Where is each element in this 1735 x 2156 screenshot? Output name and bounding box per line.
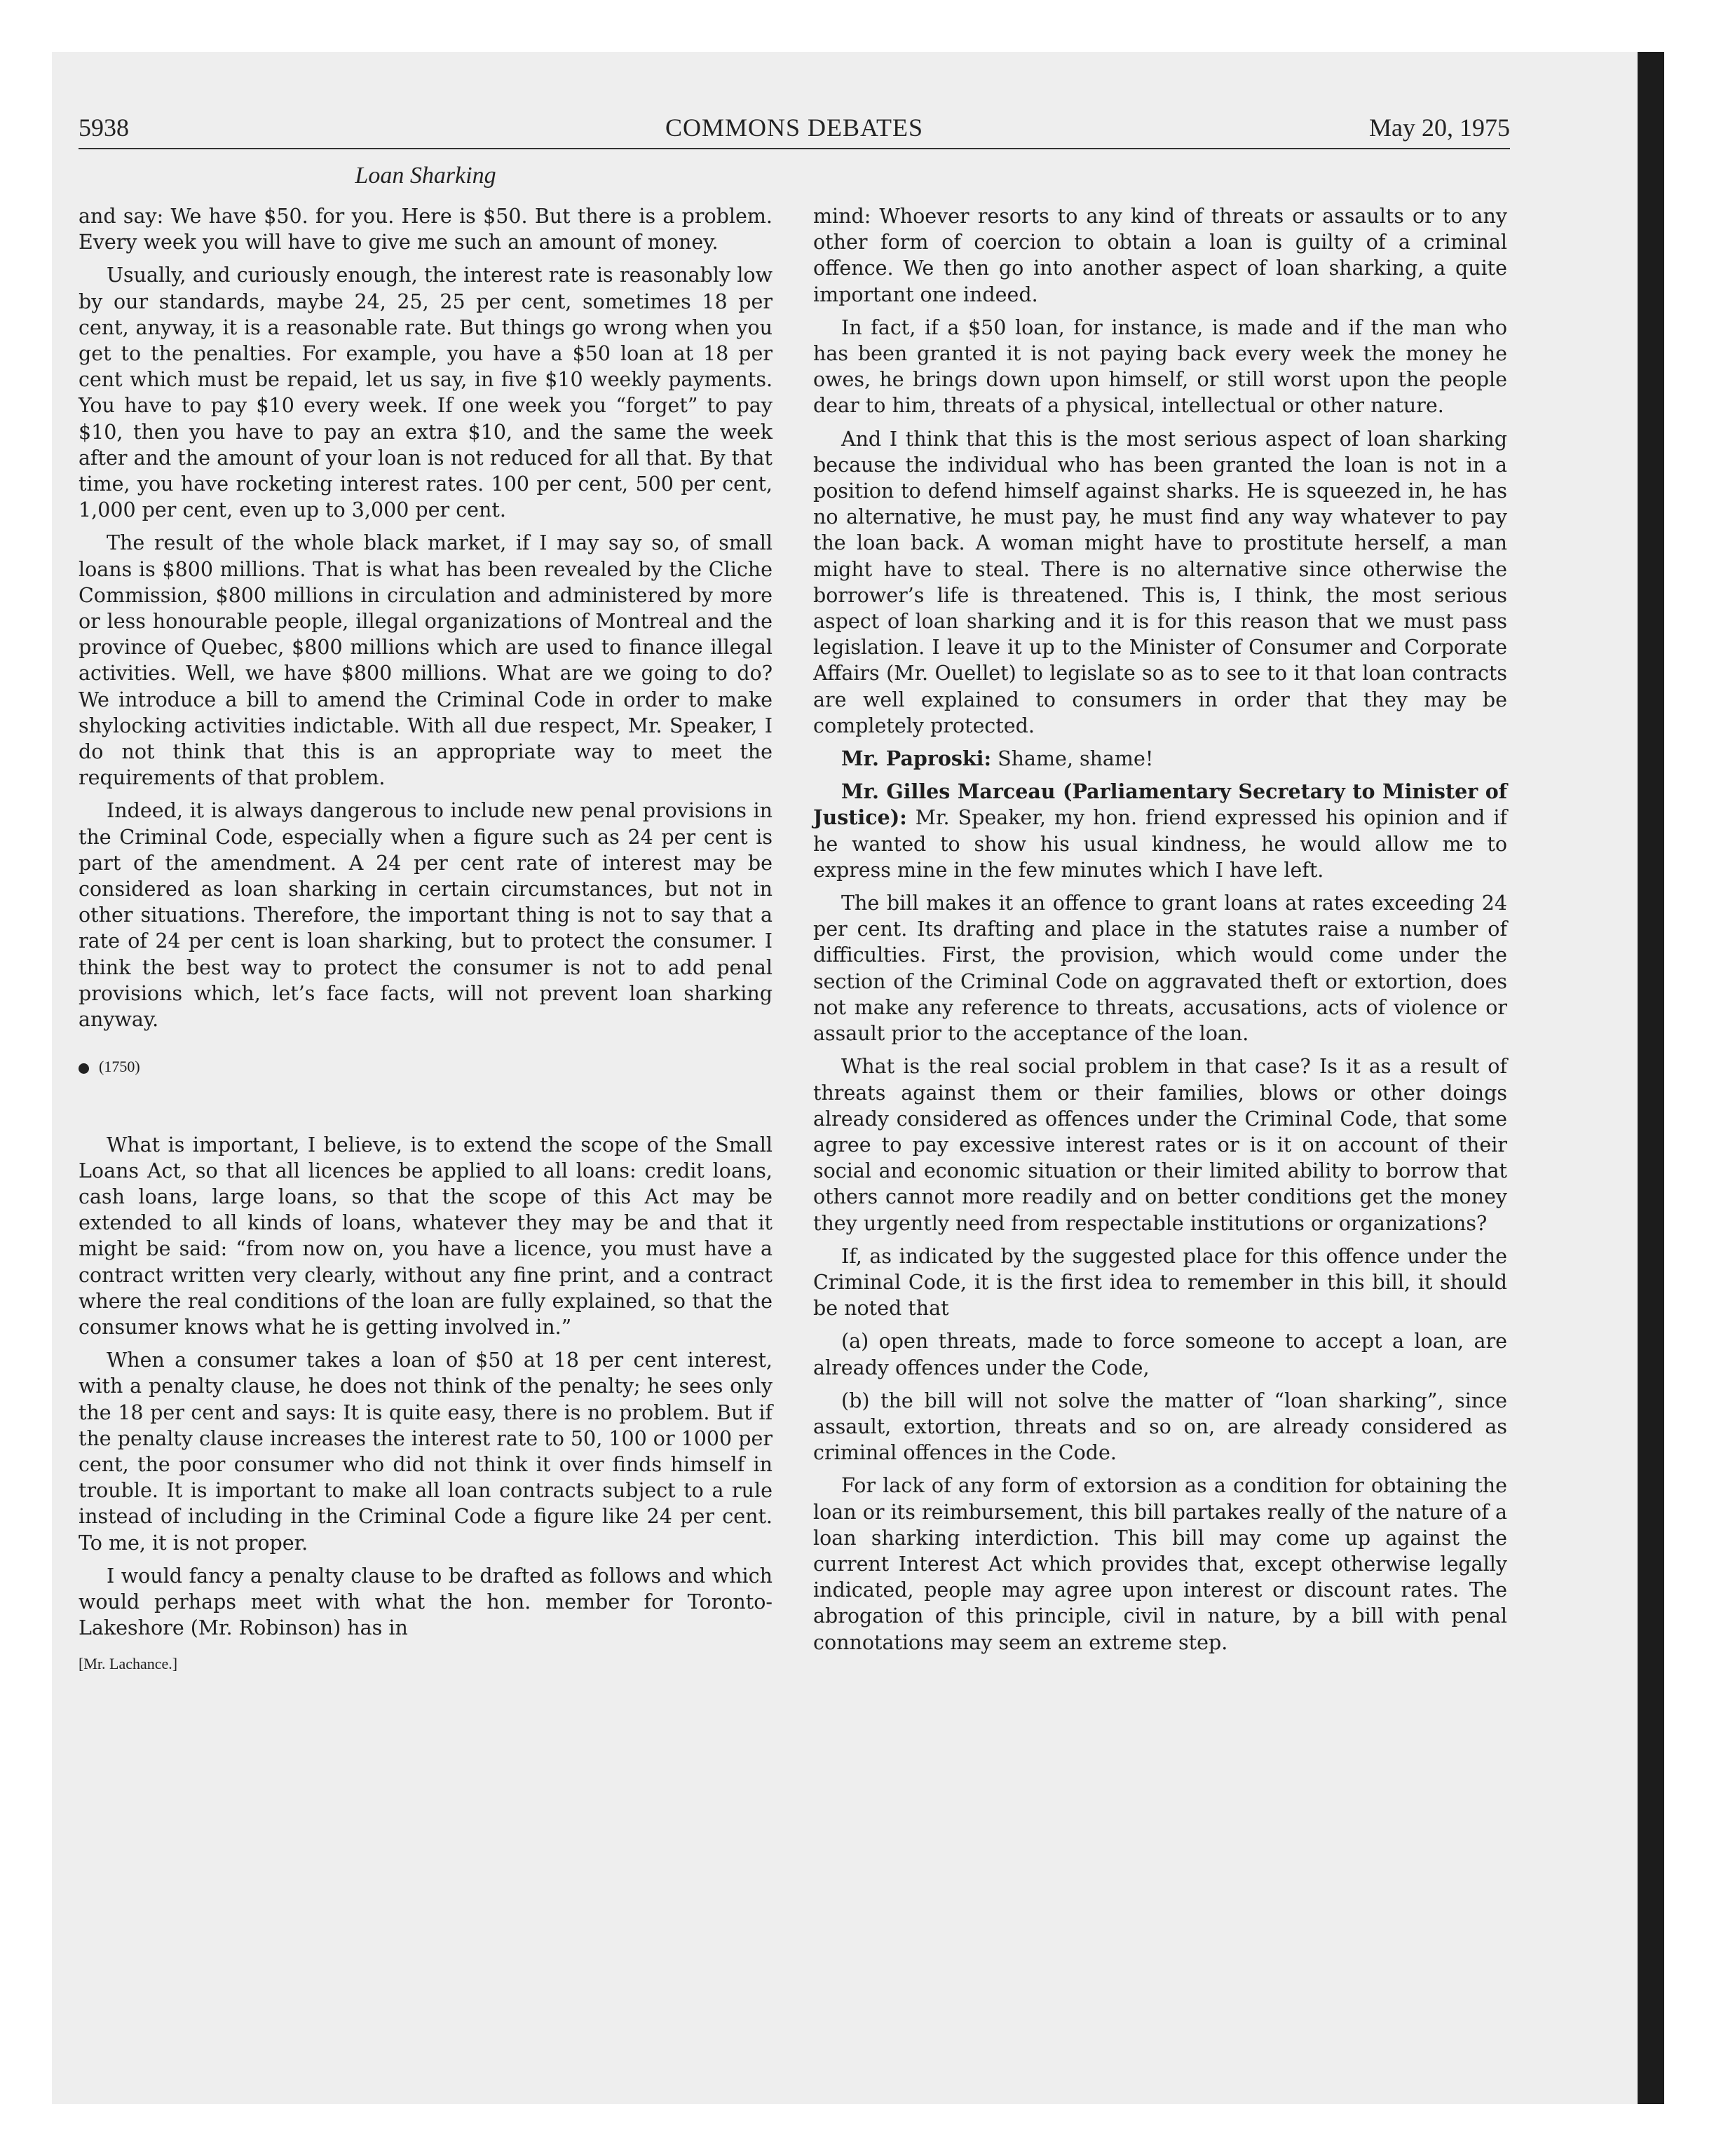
left-column	[79, 203, 773, 1677]
speech-text: Shame, shame!	[991, 747, 1154, 771]
page-number: 5938	[79, 114, 129, 142]
paragraph: And I think that this is the most serious aspect of loan sharking because the individual who has been granted the loan is not in a position to defend himself against sharks. He is squeezed in, he has no alternative, he must pay, he must find any way whatever to pay the loan back. A woman might have to prostitute herself, a man might have to steal. There is no alternative since otherwise the borrower’s life is threatened. This is, I think, the most serious aspect of loan sharking and it is for this reason that we must pass legislation. I leave it up to the Minister of Consumer and Corporate Affairs (Mr. Ouellet) to legislate so as to see to it that loan contracts are well explained to consumers in order that they may be completely protected.	[813, 427, 1507, 737]
paragraph: What is the real social problem in that case? Is it as a result of threats against them or their families, blows or other doings already considered as offences under the Criminal Code, that some agree to pay excessive interest rates or is it on account of their social and economic situation or their limited ability to borrow that others cannot more readily and on better conditions get the money they urgently need from respectable institutions or organizations?	[813, 1055, 1507, 1235]
speech	[813, 746, 1507, 772]
bullet-icon	[79, 1063, 89, 1074]
paragraph: Usually, and curiously enough, the interest rate is reasonably low by our standards, maybe 24, 25, 25 per cent, sometimes 18 per cent, anyway, it is a reasonable rate. But things go wrong when you get to the penalties. For example, you have a $50 loan at 18 per cent which must be repaid, let us say, in five $10 weekly payments. You have to pay $10 every week. If one week you “forget” to pay $10, then you have to pay an extra $10, and the same the week after and the amount of your loan is not reduced for all that. By that time, you have rocketing interest rates. 100 per cent, 500 per cent, 1,000 per cent, even up to 3,000 per cent.	[79, 264, 773, 522]
paragraph: (b) the bill will not solve the matter of “loan sharking”, since assault, extortion, threats and so on, are already considered as criminal offences in the Code.	[813, 1389, 1507, 1465]
paragraph: The bill makes it an offence to grant loans at rates exceeding 24 per cent. Its drafting and place in the statutes raise a number of difficulties. First, the provision, which would come under the section of the Criminal Code on aggravated theft or extortion, does not make any reference to threats, accusations, acts of violence or assault prior to the acceptance of the loan.	[813, 892, 1507, 1046]
issue-date: May 20, 1975	[1369, 114, 1510, 142]
speaker-name: Mr. Paproski:	[841, 746, 992, 771]
right-column	[813, 203, 1507, 1663]
speaker-attribution: [Mr. Lachance.]	[79, 1655, 178, 1673]
paragraph: Indeed, it is always dangerous to include new penal provisions in the Criminal Code, especially when a figure such as 24 per cent is part of the amendment. A 24 per cent rate of interest may be considered as loan sharking in certain circumstances, but not in other situations. Therefore, the important thing is not to say that a rate of 24 per cent is loan sharking, but to protect the consumer. I think the best way to protect the consumer is not to add penal provisions which, let’s face facts, will not prevent loan sharking anyway.	[79, 799, 773, 1032]
running-header	[79, 109, 1510, 149]
paragraph: For lack of any form of extorsion as a condition for obtaining the loan or its reimbursement, this bill partakes really of the nature of a loan sharking interdiction. This bill may come up against the current Interest Act which provides that, except otherwise legally indicated, people may agree upon interest or discount rates. The abrogation of this principle, civil in nature, by a bill with penal connotations may seem an extreme step.	[813, 1474, 1507, 1654]
paragraph: and say: We have $50. for you. Here is $50. But there is a problem. Every week you will have to give me such an amount of money.	[79, 205, 773, 254]
binding-edge	[1638, 52, 1664, 2104]
time-marker	[79, 1053, 773, 1079]
time-marker-label: (1750)	[99, 1058, 140, 1076]
speaker-name: Mr. Gilles Marceau (Parliamentary Secretary to Minister of Justice):	[813, 779, 1507, 830]
speech	[813, 779, 1507, 883]
paragraph: If, as indicated by the suggested place for this offence under the Criminal Code, it is the first idea to remember in this bill, it should be noted that	[813, 1244, 1507, 1321]
section-title: Loan Sharking	[355, 163, 496, 189]
paragraph: In fact, if a $50 loan, for instance, is made and if the man who has been granted it is not paying back every week the money he owes, he brings down upon himself, or still worst upon the people dear to him, threats of a physical, intellectual or other nature.	[813, 315, 1507, 418]
paragraph: mind: Whoever resorts to any kind of threats or assaults or to any other form of coercion to obtain a loan is guilty of a criminal offence. We then go into another aspect of loan sharking, a quite important one indeed.	[813, 205, 1507, 306]
journal-title: COMMONS DEBATES	[665, 114, 924, 142]
paragraph: When a consumer takes a loan of $50 at 18 per cent interest, with a penalty clause, he does not think of the penalty; he sees only the 18 per cent and says: It is quite easy, there is no problem. But if the penalty clause increases the interest rate to 50, 100 or 1000 per cent, the poor consumer who did not think it over finds himself in trouble. It is important to make all loan contracts subject to a rule instead of including in the Criminal Code a figure like 24 per cent. To me, it is not proper.	[79, 1349, 773, 1555]
paragraph: What is important, I believe, is to extend the scope of the Small Loans Act, so that all licences be applied to all loans: credit loans, cash loans, large loans, so that the scope of this Act may be extended to all kinds of loans, whatever they may be and that it might be said: “from now on, you have a licence, you must have a contract written very clearly, without any fine print, and a contract where the real conditions of the loan are fully explained, so that the consumer knows what he is getting involved in.”	[79, 1133, 773, 1339]
paragraph: The result of the whole black market, if I may say so, of small loans is $800 millions. That is what has been revealed by the Cliche Commission, $800 millions in circulation and administered by more or less honourable people, illegal organizations of Montreal and the province of Quebec, $800 millions which are used to finance illegal activities. Well, we have $800 millions. What are we going to do? We introduce a bill to amend the Criminal Code in order to make shylocking activities indictable. With all due respect, Mr. Speaker, I do not think that this is an appropriate way to meet the requirements of that problem.	[79, 531, 773, 790]
paragraph: I would fancy a penalty clause to be drafted as follows and which would perhaps meet with what the hon. member for Toronto-Lakeshore (Mr. Robinson) has in	[79, 1564, 773, 1640]
speech-text: Mr. Speaker, my hon. friend expressed his opinion and if he wanted to show his usual kindness, he would allow me to express mine in the few minutes which I have left.	[813, 806, 1507, 882]
paragraph: (a) open threats, made to force someone to accept a loan, are already offences under the Code,	[813, 1330, 1507, 1379]
